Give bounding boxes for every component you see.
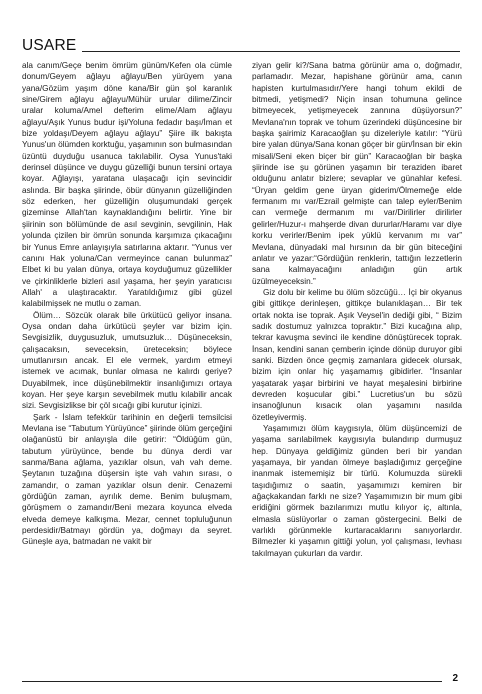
page-footer	[22, 672, 460, 686]
paragraph: Ölüm… Sözcük olarak bile ürkütücü geliyor insana. Oysa ondan daha ürkütücü şeyler var bizim için. Sevgisizlik, duygusuzluk, umutsuzluk… Düşüneceksin, çalışacaksın, seveceksin, üreteceksin; böylece umutlanırsın ancak. El ele vermek, yardım etmeyi istemek ve acımak, bunlar olmasa ne kalırdı geriye? Duyabilmek, ince düşünebilmektir insanlığımızı ortaya koyan. Her şeye karşın sevebilmek mutlu kılabilir ancak sizi. Sevgisizlikse bir çöl sıcağı gibi kurutur içinizi.	[22, 310, 232, 411]
running-header-title: USARE	[22, 37, 77, 54]
header-rule	[82, 51, 460, 52]
paragraph: ziyan gelir ki?/Sana batma görünür ama o, doğmadır, parlamadır. Mezar, hapishane görünür ama, canın hapisten kurtulmasıdır/Yere hangi tohum ekildi de bitmedi, yetişmedi? Niçin insan tohumuna gelince bitmeyecek, yetişmeyecek zannına düşüyorsun?” Mevlana'nın toprak ve tohum üzerindeki düşüncesine bir başka şairimiz Karacaoğlan şu dizeleriyle katılır: “Yürü bire yalan dünya/Sana konan göçer bir gün/İnsan bir ekin misali/Seni eken biçer bir gün” Karacaoğlan bir başka şiirinde ise şu görünen yaşamın bir teraziden ibaret olduğunu anlatır bizlere; sevaplar ve günahlar kefesi. “Üryan geldim gene üryan giderim/Ölmemeğe elde fermanım mı var/Ezrail gelmişte can talep eyler/Benim can vermeğe dermanım mı var/Dirilirler dirilirler gelirler/Huzur-ı mahşerde divan dururlar/Haramı var diye korku verirler/Benim ipek yüklü kervanım mı var” Mevlana, dünyadaki mal hırsının da bir gün biteceğini anlatır ve yazar:“Gördüğün renklerin, tattığın lezzetlerin sana kalmayacağını anladığın gün artık üzülmeyeceksin.”	[252, 61, 462, 286]
footer-rule	[22, 681, 442, 682]
paragraph: Yaşamımızı ölüm kaygısıyla, ölüm düşüncemizi de yaşama sarılabilmek kaygısıyla bulandırıp durmuşuz hep. Dünyaya geldiğimiz günden beri bir yandan yaşamaya, bir yandan ölmeye başladığımız gerçeğine inanmak istememişiz bir türlü. Kolumuzda sürekli taşıdığımız o saatin, yaşamımızı kemiren bir ağaçkakandan farklı ne size? Yaşamımızın bir mum gibi eridiğini görmek bazılarımızı mutlu kılıyor iç, altınla, elmasla süslüyorlar o zaman göstergecini. Belki de varlıklı görünmekle kurtaracaklarını sanıyorlardır. Bilmezler ki yaşamın gittiği yolun, yol çalışması, levhası takılmayan çukurları da vardır.	[252, 424, 462, 558]
right-column	[252, 60, 462, 559]
page-number: 2	[452, 673, 458, 684]
paragraph: ala canım/Geçe benim ömrüm günüm/Kefen ola cümle donum/Geyem ağlayu ağlayu/Ben yürüyem yana yana/Gözüm yaşım döne kana/Bir gün şol karanlık sine/Girem ağlayu ağlayu/Mühür urular dilime/Zincir uralar koluma/Amel defterim elime/Alam ağlayu ağlayu/Aşık Yunus budur işi/Yoluna fedadır başı/İman et bize yoldaşı/Deyem ağlayu ağlayu” Şiire ilk bakışta Yunus'un ölümden korktuğu, yaşamının son bulmasından üzüntü duyduğu usanuca takılabilir. Oysa Yunus'taki derinsel düşünce ve duygu güzelliği bunun tersini ortaya koyar. Ağlayışı, yaratana ulaşacağı için sevincidir aslında. Bir başka şiirinde, öbür dünyanın güzelliğinden söz ederken, her güzelliğin oluşumundaki gerçek gizeminse Allah'tan kaynaklandığını belirtir. Yine bir şiirinin son bölümünde de asıl sevginin, sevgilinin, Hak yolunda çizilen bir ömrün sonunda karşımıza çıkacağını bir Yunus Emre anlayışıyla satırlarına aktarır. “Yunus ver canını Hak yoluna/Can vermeyince canan bulunmaz” Elbet ki bu yalan dünya, ortaya koyduğumuz güzellikler ve çirkinliklerle bizleri asıl yaşama, her şeyin yaratıcısı Allah' a ulaştıracaktır. Yaratıldığımız gibi güzel kalabilmişsek ne mutlu o zaman.	[22, 61, 232, 309]
paragraph: Şark - İslam tefekkür tarihinin en değerli temsilcisi Mevlana ise “Tabutum Yürüyünce” şiirinde ölüm gerçeğini olağanüstü bir anlayışla dile getirir: “Öldüğüm gün, tabutum yürüyünce, bende bu dünya derdi var sanma/Bana ağlama, yazıklar olsun, vah vah deme. Şeytanın tuzağına düşersin işte vah vahın sırası, o zamandır, o zaman yazıklar olsun denir. Cenazemi gördüğün zaman, ayrılık deme. Benim buluşmam, görüşmem o zamandır/Beni mezara koyunca elveda elveda demeye kalkışma. Mezar, cennet topluluğunun perdesidir/Batmayı gördün ya, doğmayı da seyret. Güneşle aya, batmadan ne vakit bir	[22, 412, 232, 547]
text-columns	[22, 60, 462, 660]
left-column	[22, 60, 232, 548]
page-header	[22, 38, 460, 58]
paragraph: Giz dolu bir kelime bu ölüm sözcüğü… İçi bir okyanus gibi gittikçe derinleşen, gittikçe bulanıklaşan… Bir tek ortak nokta ise toprak. Aşık Veysel'in dediği gibi, “ Bizim sadık dostumuz yalnızca topraktır.” Bizi kucağına alıp, tekrar kavuşma sevinci ile kendine dönüştürecek toprak. İnsan, kendini sanan çemberin içinde dönüp duruyor gibi sanki. Bizden önce geçmiş zamanlara gidecek olursak, bizim için onlar hiç yaşamamış gibidirler. “İnsanlar yaşatarak yaşar birbirini ve hayat meşalesini birbirine devreden koşucular gibi.” Lucretius'un bu sözü insanoğlunun kısacık olan yaşamını nasılda özetleyivermiş.	[252, 287, 462, 422]
